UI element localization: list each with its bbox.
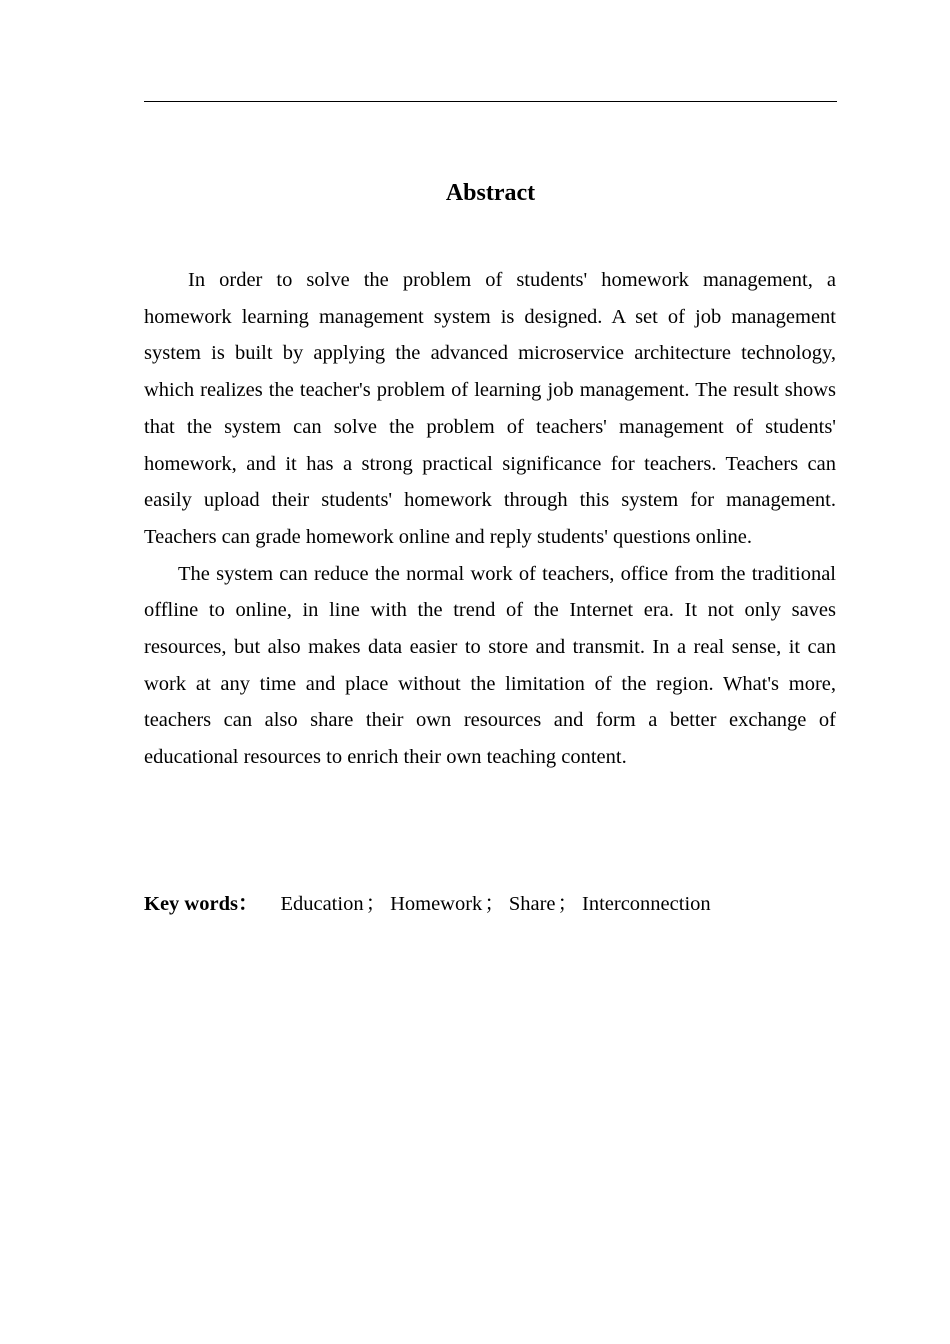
abstract-paragraph-2: The system can reduce the normal work of teachers, office from the traditional offline to online, in line with the trend of the Internet era. It not only saves resources, but also makes data easier to store and transmit. In a real sense, it can work at any time and place without the limitation of the region. What's more, teachers can also share their own resources and form a better exchange of educational resources to enrich their own teaching content. bbox=[144, 562, 836, 769]
keywords-line bbox=[144, 886, 836, 922]
abstract-title: Abstract bbox=[445, 180, 536, 206]
keywords-label: Key words： bbox=[144, 893, 259, 915]
keyword-separator: ； bbox=[484, 893, 505, 915]
header-rule bbox=[144, 101, 837, 102]
keyword-separator: ； bbox=[557, 893, 578, 915]
abstract-paragraph-1: In order to solve the problem of students' homework management, a homework learning management system is designed. A set of job management system is built by applying the advanced microservice architecture technology, which realizes the teacher's problem of learning job management. The result shows that the system can solve the problem of teachers' management of students' homework, and it has a strong practical significance for teachers. Teachers can easily upload their students' homework through this system for management. Teachers can grade homework online and reply students' questions online. bbox=[144, 269, 836, 548]
abstract-body bbox=[144, 262, 836, 776]
keyword-item: Homework bbox=[390, 893, 483, 915]
keyword-item: Education bbox=[280, 893, 364, 915]
keyword-item: Share bbox=[508, 893, 556, 915]
keyword-item: Interconnection bbox=[582, 893, 711, 915]
keyword-separator: ； bbox=[365, 893, 387, 915]
